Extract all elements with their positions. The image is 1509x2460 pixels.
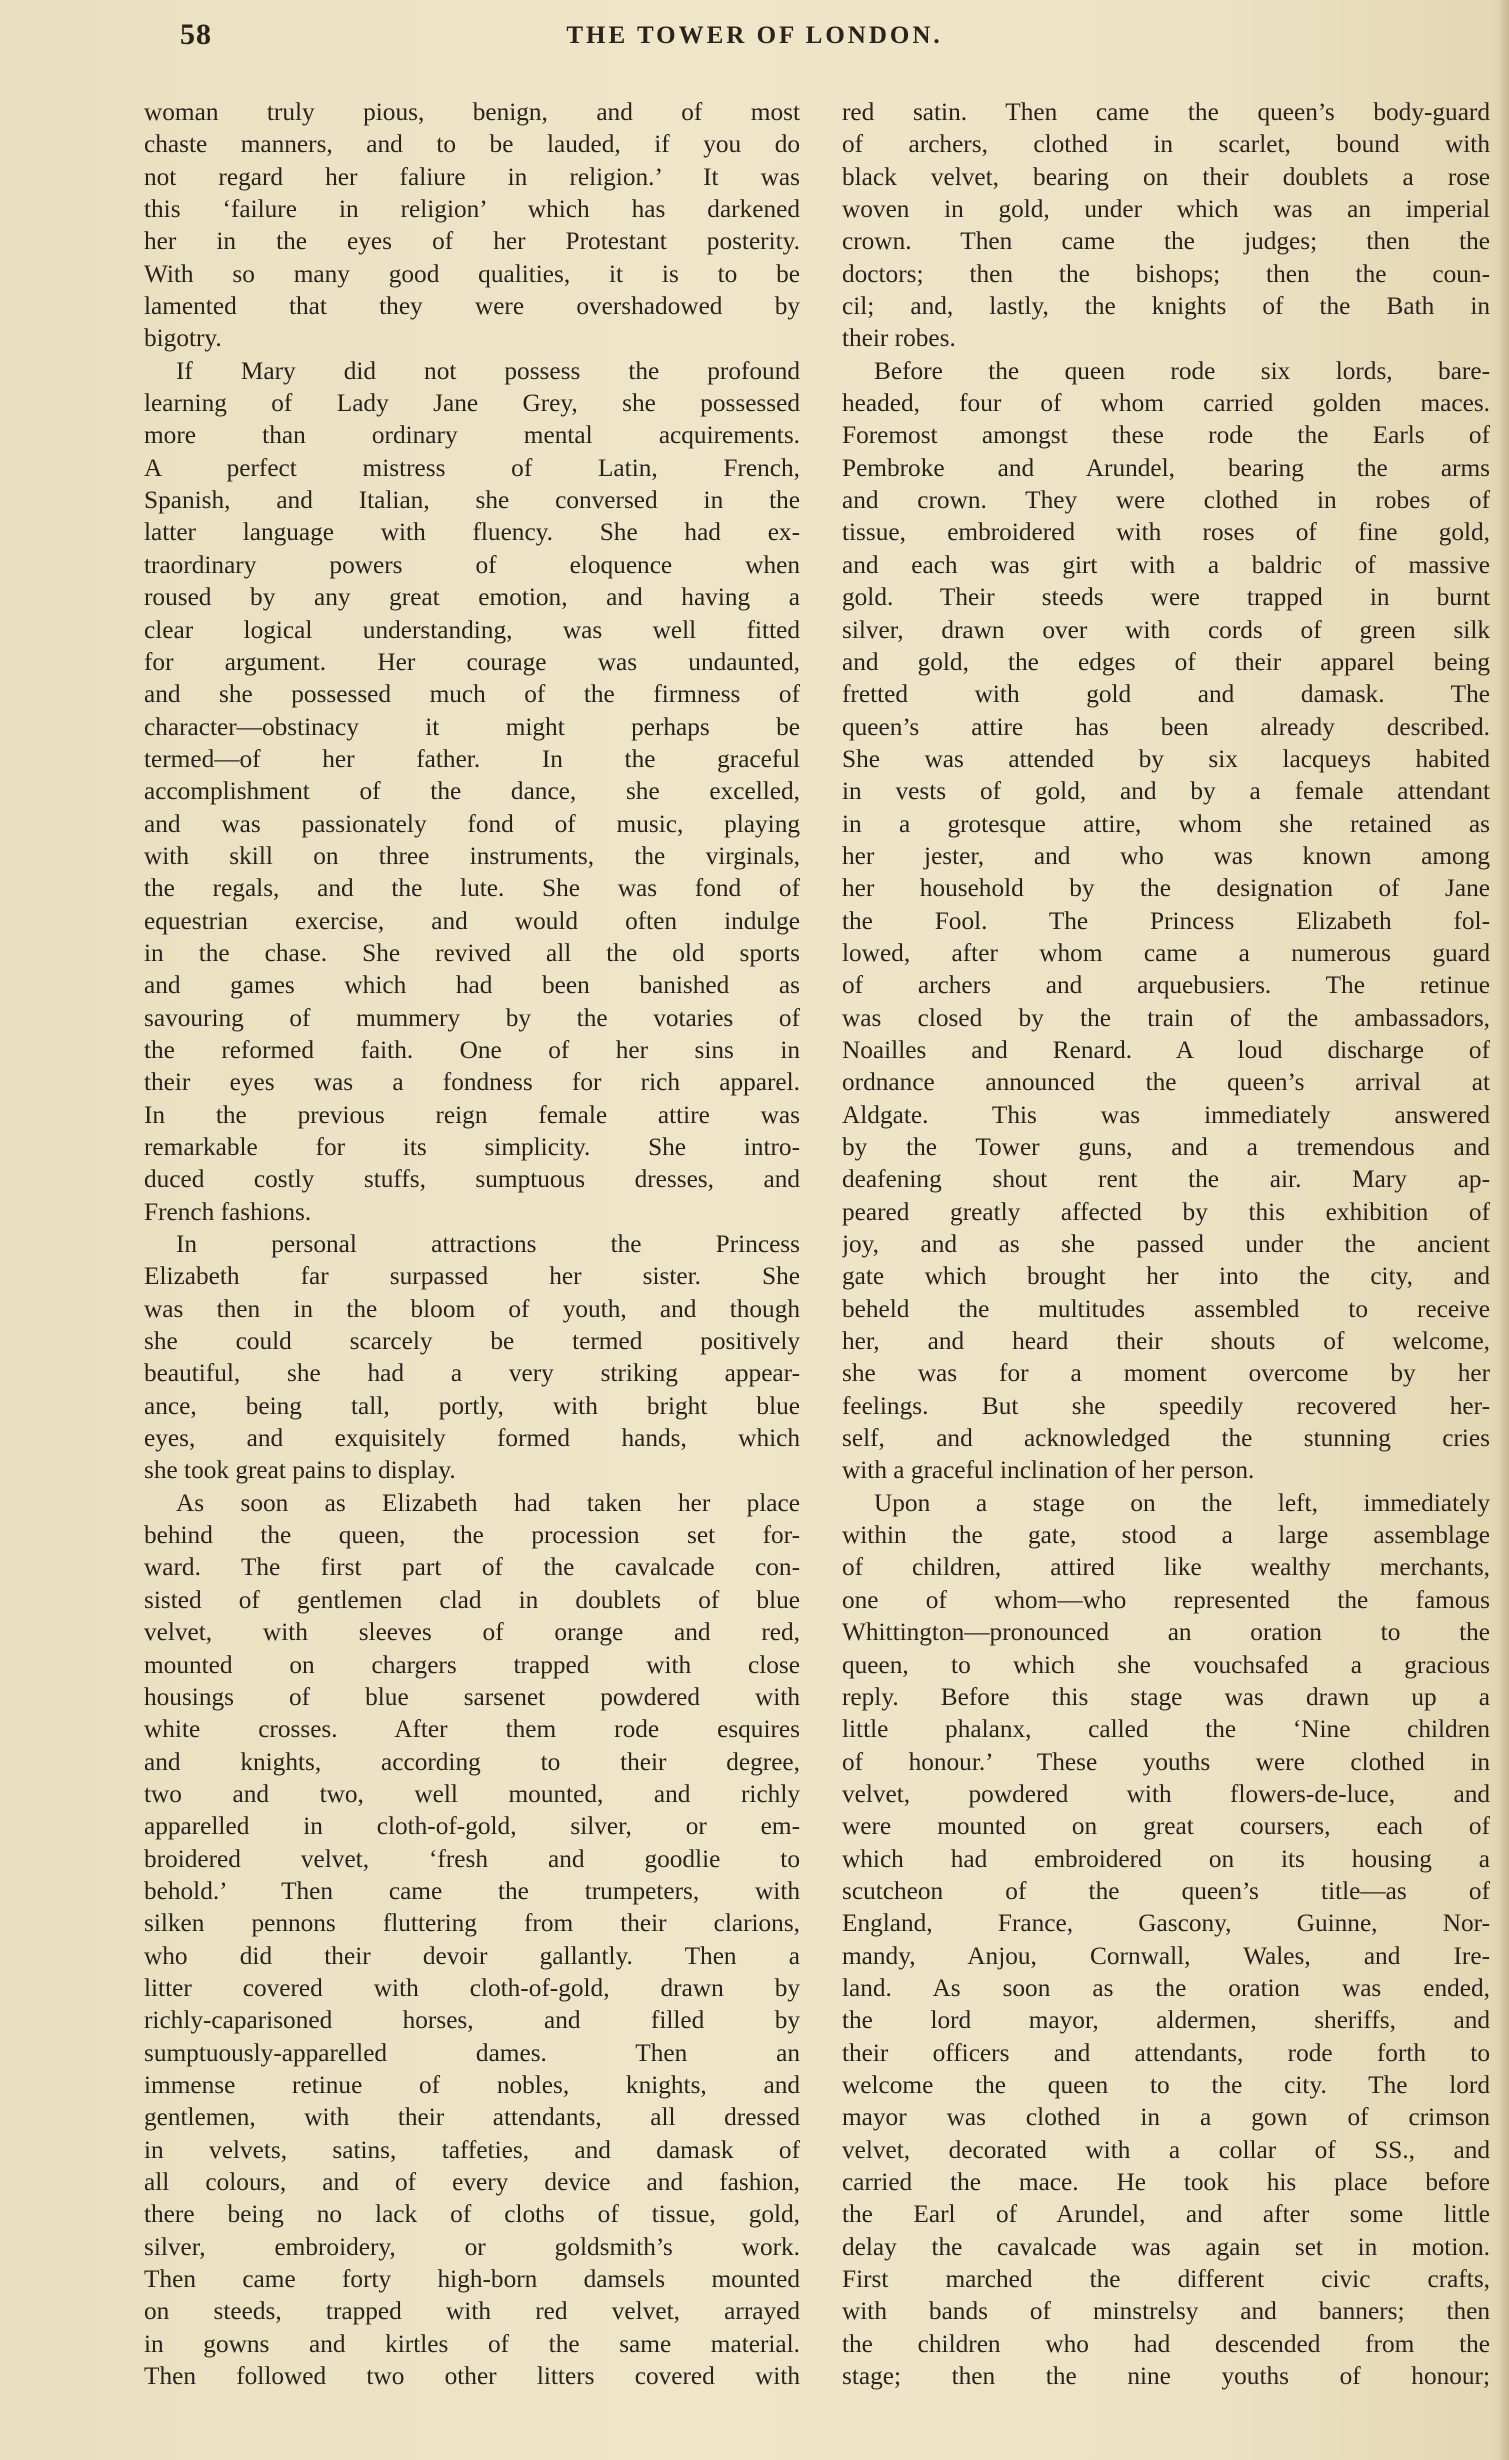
text-line: mandy, Anjou, Cornwall, Wales, and Ire- [842,1941,1490,1970]
text-line: one of whom—who represented the famous [842,1585,1490,1614]
text-line: silver, drawn over with cords of green silk [842,615,1490,644]
text-line: sisted of gentlemen clad in doublets of blue [144,1585,800,1614]
text-line: sumptuously-apparelled dames. Then an [144,2038,800,2067]
text-line: learning of Lady Jane Grey, she possessed [144,389,800,418]
text-line: and she possessed much of the firmness of [144,680,800,709]
text-line: doctors; then the bishops; then the coun- [842,259,1490,288]
text-line: of children, attired like wealthy merchants, [842,1553,1490,1582]
text-line: velvet, powdered with flowers-de-luce, and [842,1779,1490,1808]
text-line: and knights, according to their degree, [144,1747,800,1776]
text-line: termed—of her father. In the graceful [144,744,800,773]
text-line: feelings. But she speedily recovered her- [842,1391,1490,1420]
text-line: of archers, clothed in scarlet, bound with [842,130,1490,159]
text-line: gentlemen, with their attendants, all dressed [144,2103,800,2132]
text-line: their robes. [842,324,956,353]
text-line: she took great pains to display. [144,1456,456,1485]
running-title: THE TOWER OF LONDON. [566,22,943,49]
text-line: accomplishment of the dance, she excelled, [144,777,800,806]
text-line: fretted with gold and damask. The [842,680,1490,709]
text-line: peared greatly affected by this exhibition of [842,1197,1490,1226]
text-line: black velvet, bearing on their doublets a rose [842,162,1490,191]
text-line: crown. Then came the judges; then the [842,227,1490,256]
text-line: Pembroke and Arundel, bearing the arms [842,453,1490,482]
text-line: and games which had been banished as [144,971,800,1000]
text-line: Elizabeth far surpassed her sister. She [144,1262,800,1291]
text-line: beheld the multitudes assembled to receive [842,1294,1490,1323]
text-line: gold. Their steeds were trapped in burnt [842,583,1490,612]
text-line: Then came forty high-born damsels mounted [144,2265,800,2294]
text-line: the children who had descended from the [842,2329,1490,2358]
text-line: and gold, the edges of their apparel being [842,647,1490,676]
text-line: richly-caparisoned horses, and filled by [144,2006,800,2035]
text-line: and each was girt with a baldric of massive [842,550,1490,579]
text-line: Whittington—pronounced an oration to the [842,1618,1490,1647]
text-line: her jester, and who was known among [842,841,1490,870]
text-line: stage; then the nine youths of honour; [842,2362,1490,2391]
text-line: England, France, Gascony, Guinne, Nor- [842,1909,1490,1938]
text-line: velvet, with sleeves of orange and red, [144,1618,800,1647]
text-line: beautiful, she had a very striking appear- [144,1359,800,1388]
text-line: which had embroidered on its housing a [842,1844,1490,1873]
text-line: lamented that they were overshadowed by [144,292,800,321]
text-line: her household by the designation of Jane [842,874,1490,903]
text-line: bigotry. [144,324,222,353]
text-line: deafening shout rent the air. Mary ap- [842,1165,1490,1194]
text-line: in gowns and kirtles of the same material. [144,2329,800,2358]
text-line: with bands of minstrelsy and banners; then [842,2297,1490,2326]
text-line: their officers and attendants, rode forth to [842,2038,1490,2067]
text-line: for argument. Her courage was undaunted, [144,647,800,676]
text-line: A perfect mistress of Latin, French, [144,453,800,482]
text-line: tissue, embroidered with roses of fine gold, [842,518,1490,547]
text-line: the reformed faith. One of her sins in [144,1035,800,1064]
text-line: behind the queen, the procession set for- [144,1521,800,1550]
text-line: Noailles and Renard. A loud discharge of [842,1035,1490,1064]
text-line: the Fool. The Princess Elizabeth fol- [842,906,1490,935]
text-line: silver, embroidery, or goldsmith’s work. [144,2232,800,2261]
text-line: red satin. Then came the queen’s body-guard [842,98,1490,126]
text-line: by the Tower guns, and a tremendous and [842,1133,1490,1161]
right-text-column [842,96,1490,2392]
text-line: the Earl of Arundel, and after some little [842,2200,1490,2229]
text-line: the regals, and the lute. She was fond of [144,874,800,903]
text-line: this ‘failure in religion’ which has darkened [144,195,800,224]
text-line: immense retinue of nobles, knights, and [144,2070,800,2099]
text-line: Aldgate. This was immediately answered [842,1100,1490,1129]
text-line: who did their devoir gallantly. Then a [144,1941,800,1970]
text-line: queen, to which she vouchsafed a gracious [842,1650,1490,1679]
text-line: equestrian exercise, and would often indulge [144,906,800,935]
text-line: character—obstinacy it might perhaps be [144,712,800,741]
text-line: on steeds, trapped with red velvet, arrayed [144,2297,800,2326]
text-line: ward. The first part of the cavalcade con- [144,1553,800,1582]
left-text-column [144,96,800,2392]
text-line: her, and heard their shouts of welcome, [842,1327,1490,1356]
text-line: with a graceful inclination of her person. [842,1456,1255,1485]
text-line: their eyes was a fondness for rich apparel. [144,1068,800,1097]
text-line: in a grotesque attire, whom she retained as [842,809,1490,838]
text-line: mounted on chargers trapped with close [144,1650,800,1679]
text-line: ance, being tall, portly, with bright blue [144,1391,800,1420]
text-line: broidered velvet, ‘fresh and goodlie to [144,1844,800,1873]
text-line: not regard her faliure in religion.’ It was [144,162,800,191]
text-line: As soon as Elizabeth had taken her place [176,1488,800,1517]
text-line: in velvets, satins, taffeties, and damask of [144,2135,800,2164]
text-line: She was attended by six lacqueys habited [842,744,1490,773]
text-line: queen’s attire has been already described. [842,712,1490,741]
text-line: within the gate, stood a large assemblage [842,1521,1490,1550]
text-line: in the chase. She revived all the old sports [144,938,800,967]
text-line: French fashions. [144,1197,312,1226]
text-line: she was for a moment overcome by her [842,1359,1490,1388]
text-line: cil; and, lastly, the knights of the Bath in [842,292,1490,321]
text-line: clear logical understanding, was well fitted [144,615,800,644]
text-line: In personal attractions the Princess [176,1230,800,1259]
text-line: savouring of mummery by the votaries of [144,1003,800,1032]
text-line: and was passionately fond of music, playing [144,809,800,838]
text-line: chaste manners, and to be lauded, if you do [144,130,800,159]
text-line: with skill on three instruments, the virginals, [144,841,800,870]
text-line: remarkable for its simplicity. She intro- [144,1133,800,1161]
text-line: Before the queen rode six lords, bare- [874,356,1490,385]
text-line: behold.’ Then came the trumpeters, with [144,1876,800,1905]
text-line: carried the mace. He took his place before [842,2168,1490,2196]
text-line: two and two, well mounted, and richly [144,1779,800,1808]
text-line: of archers and arquebusiers. The retinue [842,971,1490,1000]
text-line: more than ordinary mental acquirements. [144,421,800,450]
text-line: eyes, and exquisitely formed hands, which [144,1424,800,1453]
text-line: self, and acknowledged the stunning cries [842,1424,1490,1453]
text-line: In the previous reign female attire was [144,1100,800,1129]
text-line: scutcheon of the queen’s title—as of [842,1876,1490,1905]
page-edge-shadow [1497,0,1509,2460]
text-line: welcome the queen to the city. The lord [842,2070,1490,2099]
text-line: woven in gold, under which was an imperial [842,195,1490,224]
text-line: land. As soon as the oration was ended, [842,1973,1490,2002]
text-line: headed, four of whom carried golden maces. [842,389,1490,418]
page-header [0,18,1509,58]
text-line: all colours, and of every device and fashion, [144,2168,800,2196]
text-line: traordinary powers of eloquence when [144,550,800,579]
page-number: 58 [180,18,212,51]
text-line: silken pennons fluttering from their clarions, [144,1909,800,1938]
text-line: her in the eyes of her Protestant posterity. [144,227,800,256]
text-line: Spanish, and Italian, she conversed in the [144,486,800,515]
text-line: litter covered with cloth-of-gold, drawn by [144,1973,800,2002]
text-line: mayor was clothed in a gown of crimson [842,2103,1490,2132]
text-line: delay the cavalcade was again set in motion. [842,2232,1490,2261]
text-line: roused by any great emotion, and having a [144,583,800,612]
text-line: white crosses. After them rode esquires [144,1715,800,1744]
text-line: First marched the different civic crafts, [842,2265,1490,2294]
text-line: Upon a stage on the left, immediately [874,1488,1490,1517]
text-line: lowed, after whom came a numerous guard [842,938,1490,967]
text-line: were mounted on great coursers, each of [842,1812,1490,1841]
text-line: Foremost amongst these rode the Earls of [842,421,1490,450]
text-line: If Mary did not possess the profound [176,356,800,385]
text-line: woman truly pious, benign, and of most [144,98,800,126]
text-line: she could scarcely be termed positively [144,1327,800,1356]
text-line: of honour.’ These youths were clothed in [842,1747,1490,1776]
text-line: gate which brought her into the city, and [842,1262,1490,1291]
text-line: With so many good qualities, it is to be [144,259,800,288]
text-line: was then in the bloom of youth, and though [144,1294,800,1323]
text-line: Then followed two other litters covered with [144,2362,800,2391]
text-line: apparelled in cloth-of-gold, silver, or em- [144,1812,800,1841]
text-line: housings of blue sarsenet powdered with [144,1682,800,1711]
text-line: the lord mayor, aldermen, sheriffs, and [842,2006,1490,2035]
text-line: ordnance announced the queen’s arrival at [842,1068,1490,1097]
text-line: joy, and as she passed under the ancient [842,1230,1490,1259]
text-line: reply. Before this stage was drawn up a [842,1682,1490,1711]
text-line: velvet, decorated with a collar of SS., and [842,2135,1490,2164]
text-line: was closed by the train of the ambassadors, [842,1003,1490,1032]
text-line: little phalanx, called the ‘Nine children [842,1715,1490,1744]
text-line: there being no lack of cloths of tissue, gold, [144,2200,800,2229]
text-line: and crown. They were clothed in robes of [842,486,1490,515]
text-line: duced costly stuffs, sumptuous dresses, and [144,1165,800,1194]
text-line: latter language with fluency. She had ex- [144,518,800,547]
text-line: in vests of gold, and by a female attendant [842,777,1490,806]
